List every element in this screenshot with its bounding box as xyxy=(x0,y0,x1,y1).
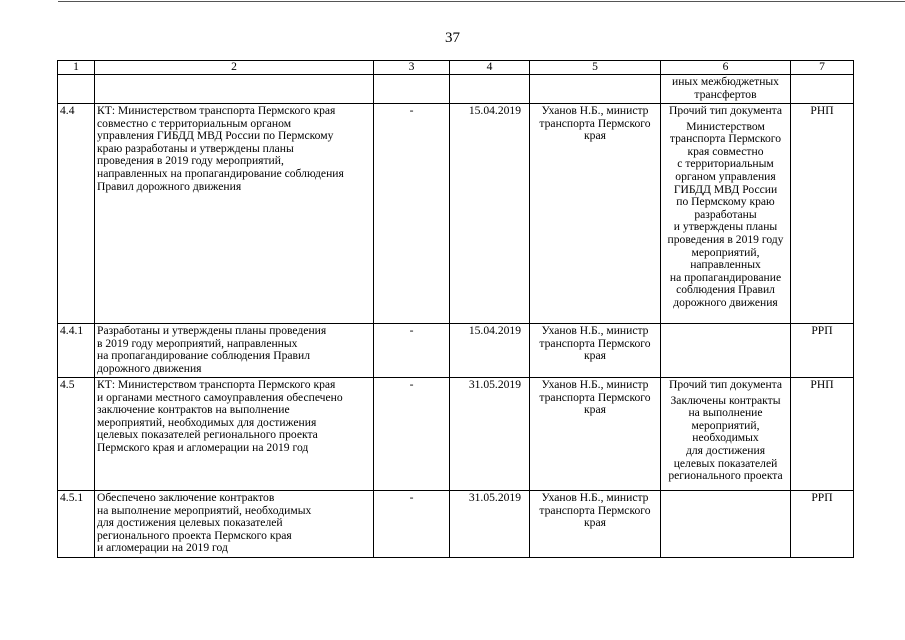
row-kind: РРП xyxy=(791,491,854,558)
row-kind: РНП xyxy=(791,378,854,491)
row-number: 4.5 xyxy=(58,378,95,491)
continuation-row xyxy=(58,75,854,104)
empty-cell xyxy=(58,75,95,104)
header-row xyxy=(58,61,854,75)
row-description: Разработаны и утверждены планы проведения в 2019 году мероприятий, направленных на пропагандирование соблюдения Правил дорожного движения xyxy=(95,324,374,378)
row-number: 4.4.1 xyxy=(58,324,95,378)
empty-cell xyxy=(791,75,854,104)
empty-cell xyxy=(530,75,661,104)
doc-type: Прочий тип документа xyxy=(668,104,783,117)
row-number: 4.4 xyxy=(58,104,95,324)
doc-text: Министерством транспорта Пермского края совместно с территориальным органом управления ГИБДД МВД России по Пермскому краю разработаны и утверждены планы проведения в 2019 году мероприятий, направленных на пропагандирование соблюдения Правил дорожного движения xyxy=(667,119,784,309)
header-cell: 3 xyxy=(374,61,450,75)
empty-cell xyxy=(95,75,374,104)
table-row xyxy=(58,104,854,324)
row-number: 4.5.1 xyxy=(58,491,95,558)
row-responsible: Уханов Н.Б., министр транспорта Пермского края xyxy=(530,378,661,491)
row-description: Обеспечено заключение контрактов на выполнение мероприятий, необходимых для достижения целевых показателей регионального проекта Пермского края и агломерации на 2019 год xyxy=(95,491,374,558)
header-cell: 6 xyxy=(661,61,791,75)
row-col3: - xyxy=(374,324,450,378)
row-date: 15.04.2019 xyxy=(450,324,530,378)
row-col3: - xyxy=(374,491,450,558)
doc-cell xyxy=(661,378,791,491)
doc-cell xyxy=(661,104,791,324)
row-description: КТ: Министерством транспорта Пермского края совместно с территориальным органом управления ГИБДД МВД России по Пермскому краю разработаны и утверждены планы проведения в 2019 году мероприятий, направленных на пропагандирование соблюдения Правил дорожного движения xyxy=(95,104,374,324)
empty-cell xyxy=(450,75,530,104)
table-row xyxy=(58,491,854,558)
row-kind: РРП xyxy=(791,324,854,378)
header-cell: 4 xyxy=(450,61,530,75)
doc-cell xyxy=(661,75,791,104)
row-kind: РНП xyxy=(791,104,854,324)
row-date: 31.05.2019 xyxy=(450,491,530,558)
row-responsible: Уханов Н.Б., министр транспорта Пермского края xyxy=(530,491,661,558)
doc-cell xyxy=(661,324,791,378)
header-cell: 5 xyxy=(530,61,661,75)
doc-cell xyxy=(661,491,791,558)
row-responsible: Уханов Н.Б., министр транспорта Пермского края xyxy=(530,104,661,324)
row-date: 15.04.2019 xyxy=(450,104,530,324)
empty-cell xyxy=(374,75,450,104)
row-col3: - xyxy=(374,104,450,324)
plan-table xyxy=(57,60,854,558)
table-row xyxy=(58,324,854,378)
header-cell: 1 xyxy=(58,61,95,75)
row-responsible: Уханов Н.Б., министр транспорта Пермского края xyxy=(530,324,661,378)
page-number: 37 xyxy=(445,30,460,46)
row-col3: - xyxy=(374,378,450,491)
header-cell: 7 xyxy=(791,61,854,75)
doc-type: Прочий тип документа xyxy=(668,378,783,391)
doc-text: Заключены контракты на выполнение мероприятий, необходимых для достижения целевых показателей регионального проекта xyxy=(668,393,783,483)
top-rule xyxy=(58,1,905,2)
table-row xyxy=(58,378,854,491)
doc-text: иных межбюджетных трансфертов xyxy=(672,75,779,101)
row-description: КТ: Министерством транспорта Пермского края и органами местного самоуправления обеспечено заключение контрактов на выполнение мероприятий, необходимых для достижения целевых показателей регионального проекта Пермского края и агломерации на 2019 год xyxy=(95,378,374,491)
row-date: 31.05.2019 xyxy=(450,378,530,491)
header-cell: 2 xyxy=(95,61,374,75)
